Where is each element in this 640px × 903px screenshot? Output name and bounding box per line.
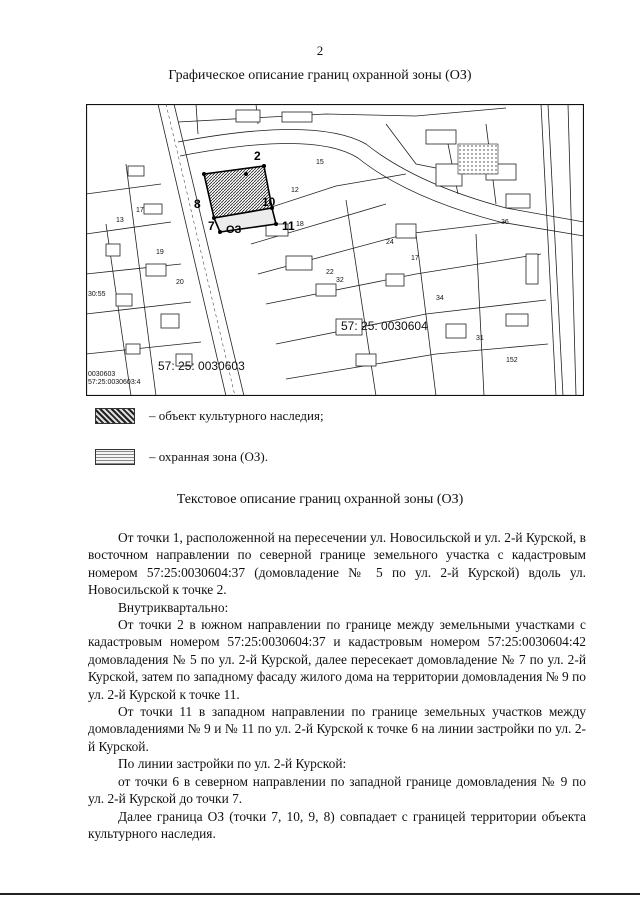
map-small-label: 13	[116, 217, 124, 224]
legend-label: – объект культурного наследия;	[149, 408, 324, 423]
map-small-label: 30:55	[88, 291, 106, 298]
cadastral-label: 57: 25: 0030604	[341, 319, 428, 333]
protection-zone-swatch	[95, 449, 135, 465]
paragraph: От точки 1, расположенной на пересечении ул. Новосильской и ул. 2-й Курской, в восточном направлении по северной границе земельного участка с кадастровым номером 57:25:0030604:37 (домовладение № 5 по ул. 2-й Курской) вдоль ул. Новосильской к точке 2.	[88, 530, 586, 598]
paragraph: По линии застройки по ул. 2-й Курской:	[118, 756, 347, 772]
point-label: 11	[282, 219, 295, 233]
map-small-label: 31	[476, 335, 484, 342]
map-small-label: 20	[176, 279, 184, 286]
map-small-label: 15	[316, 159, 324, 166]
map-small-label: 0030603	[88, 371, 116, 378]
map-small-label: 12	[291, 187, 299, 194]
map-small-label: 18	[296, 221, 304, 228]
map-small-label: 19	[156, 249, 164, 256]
zone-label: ОЗ	[226, 224, 242, 236]
map-title: Графическое описание границ охранной зоны (ОЗ)	[168, 68, 472, 83]
bottom-rule	[0, 893, 640, 895]
page-number: 2	[316, 43, 324, 58]
map-small-label: 32	[336, 277, 344, 284]
point-label: 8	[194, 197, 201, 211]
map-small-label: 24	[386, 239, 394, 246]
map-small-label: 22	[326, 269, 334, 276]
point-label: 7	[208, 219, 215, 233]
point-label: 10	[262, 195, 276, 209]
map-small-label: 17	[411, 255, 419, 262]
map-small-label: 34	[436, 295, 444, 302]
description-body	[88, 529, 586, 842]
map-small-label: 17	[136, 207, 144, 214]
legend-label: – охранная зона (ОЗ).	[149, 449, 268, 464]
map-small-label: 152	[506, 357, 518, 364]
point-label: 2	[254, 149, 261, 163]
paragraph: от точки 6 в северном направлении по западной границе домовладения № 9 по ул. 2-й Курской до точки 7.	[88, 773, 586, 807]
heritage-object-swatch	[95, 408, 135, 424]
paragraph: Далее граница ОЗ (точки 7, 10, 9, 8) совпадает с границей территории объекта культурного наследия.	[88, 808, 586, 841]
paragraph: От точки 2 в южном направлении по границе между земельными участками с кадастровым номером 57:25:0030604:37 и кадастровым номером 57:25:0030604:42 домовладения № 5 по ул. 2-й Курской, далее пересекает домовладение № 7 по ул. 2-й Курской, затем по западному фасаду жилого дома на территории домовладения № 9 по ул. 2-й Курской к точке 11.	[88, 617, 586, 702]
paragraph: От точки 11 в западном направлении по границе земельных участков между домовладениями № 9 и № 11 по ул. 2-й Курской к точке 6 на линии застройки по ул. 2-й Курской.	[88, 704, 586, 754]
cadastral-label: 57: 25: 0030603	[158, 359, 245, 373]
legend-item-zone	[95, 447, 268, 467]
paragraph: Внутриквартально:	[118, 599, 229, 615]
map-small-label: 57:25:0030603:4	[88, 379, 141, 386]
cadastral-map	[86, 104, 584, 396]
map-small-label: 36	[501, 219, 509, 226]
legend-item-heritage	[95, 406, 324, 426]
text-description-title: Текстовое описание границ охранной зоны (ОЗ)	[176, 492, 464, 507]
